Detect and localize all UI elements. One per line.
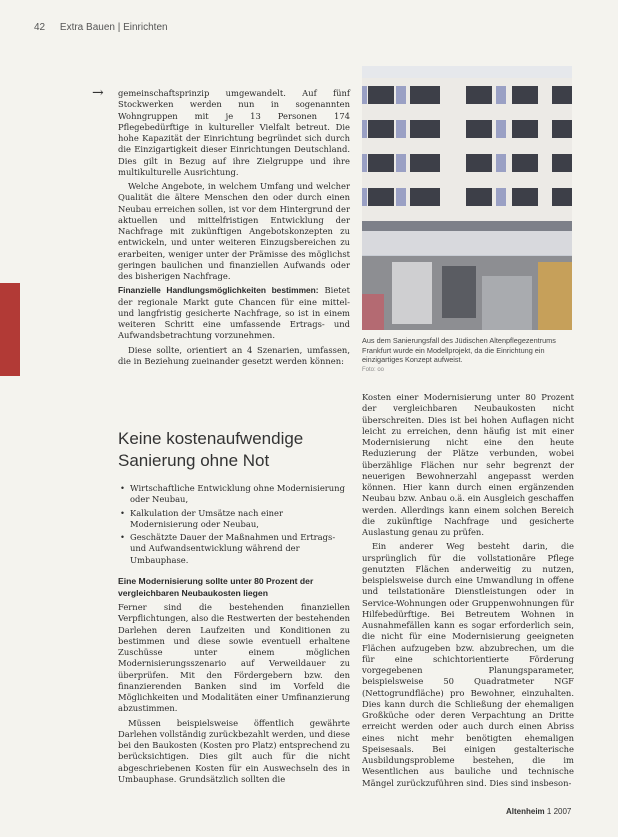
bold-lead-paragraph — [118, 285, 350, 341]
body-paragraph: Ferner sind die bestehenden finanziellen Verpflichtungen, also die Restwerten der bestehenden Darlehen deren Laufzeiten und Konditionen zu bestimmen und diese sowie eventuell erhaltene Zuschüsse unter einem möglichen Modernisierungsszenario auf Verweildauer zu überprüfen. Mit den Fördergebern bzw. den finanzierenden Banken sind im Vorfeld die Möglichkeiten und Modalitäten einer Umfinanzierung abzustimmen. — [118, 602, 350, 714]
left-column-lower — [118, 576, 350, 788]
bullet-item: • Wirtschaftliche Entwicklung ohne Modernisierung oder Neubau, — [118, 483, 350, 506]
building-photo — [362, 66, 572, 330]
body-paragraph: Ein anderer Weg besteht darin, die ursprünglich für die vollstationäre Pflege genutzten Flächen anderweitig zu nutzen, beispielsweise durch eine Umwandlung in offene und teilstationäre Dienstleistungen oder in Service-Wohnungen oder Gruppenwohnungen für Hilfebedürftige. Bei Betreutem Wohnen in Ausnahmefällen kann es sogar erforderlich sein, die nicht für eine Modernisierung geeigneten Flächen aufzugeben bzw. abzubrechen, um die für eine schichtorientierte Förderung vorgegebenen Planungsparameter, beispielsweise 50 Quadratmeter NGF (Nettogrundfläche) pro Bewohner, einzuhalten. Dies kann durch die Schließung der ehemaligen Großküche oder deren Verpachtung an Dritte erreicht werden oder auch durch einen Abriss eines nicht mehr benötigten ehemaligen Speisesaals. Bei einigen gestalterische Ausbildungsprobleme bestehen, die im Wesentlichen aus bauliche und technische Mängel zurückzuführen sind. Dies sind insbeson- — [362, 541, 574, 788]
bold-lead-text: Bietet der regionale Markt gute Chancen für eine mittel- und langfristig gesicherte Nachfrage, so ist in einem weiteren Schritt eine umfassende Ertrags- und Aufwandsbetrachtung vorzunehmen. — [118, 285, 350, 341]
section-color-tab — [0, 283, 20, 376]
headline-line: Sanierung ohne Not — [118, 451, 270, 470]
right-column — [362, 392, 574, 792]
body-paragraph: Müssen beispielsweise öffentlich gewährte Darlehen vollständig zurückbezahlt werden, und diese bei den Baukosten (Kosten pro Platz) entsprechend zu berücksichtigen. Dies gilt auch für die nicht abgeschriebenen Kosten für ein Auswechseln des in Umbauphase. Grundsätzlich sollten die — [118, 717, 351, 784]
photo-credit: Foto: oo — [362, 366, 385, 373]
body-paragraph: Welche Angebote, in welchem Umfang und welcher Qualität die ältere Menschen den oder durch einen Neubau erreichen sollen, ist vor dem Hintergrund der aktuellen und mittelfristigen Entwicklung der Nachfrage mit zukünftigen Angebotskonzepten zu entwickeln, und unter weiteren Einzugsbereichen zu erarbeiten, weniger unter der Prämisse des möglichst geringen baulichen und finanziellen Aufwands oder des bisherigen Nachfrage. — [118, 181, 350, 281]
page-footer — [506, 807, 571, 816]
arrow-right-icon: → — [92, 85, 104, 101]
bold-lead: Finanzielle Handlungsmöglichkeiten bestimmen: — [118, 285, 319, 296]
body-paragraph: gemeinschaftsprinzip umgewandelt. Auf fünf Stockwerken werden nun in sogenannten Wohngruppen mit je 13 Personen 174 Pflegebedürftige in kultureller Vielfalt betreut. Die hohe Kapazität der Einrichtung begründet sich durch die Einzigartigkeit dieser Einrichtungen Deutschland. Dies gilt in Bezug auf ihre Zielgruppe und ihre multikulturelle Ausrichtung. — [118, 88, 350, 177]
section-heading: Eine Modernisierung sollte unter 80 Prozent der vergleichbaren Neubaukosten liegen — [118, 576, 314, 598]
article-headline — [118, 428, 358, 472]
body-paragraph: Kosten einer Modernisierung unter 80 Prozent der vergleichbaren Neubaukosten nicht überschreiten. Dies ist bei hohen Auflagen nicht leicht zu erreichen, denn häufig ist mit einer Modernisierung nicht eine den heute Reduzierung der Plätze verbunden, wobei überzählige Flächen nur sehr begrenzt der neuerigen Bewohnerzahl angepasst werden können. Hier kann durch einen ergänzenden Neubau bzw. Anbau o.ä. ein Ausgleich geschaffen werden. Allerdings kann einem solchen Bereich die zukünftige Nachfrage und gesicherte Auslastung genau zu prüfen. — [362, 392, 574, 537]
bullet-item: • Geschätzte Dauer der Maßnahmen und Ertrags- und Aufwandsentwicklung während der Umbauphase. — [118, 532, 350, 566]
issue-number: 1 2007 — [546, 807, 572, 816]
magazine-name: Altenheim — [506, 807, 545, 816]
left-column — [118, 88, 350, 370]
headline-line: Keine kostenaufwendige — [118, 429, 304, 448]
section-label: Extra Bauen | Einrichten — [59, 22, 168, 33]
photo-caption — [362, 336, 574, 375]
page-number: 42 — [34, 22, 46, 33]
body-paragraph: Diese sollte, orientiert an 4 Szenarien, umfassen, die in Beziehung zueinander gesetzt werden können: — [118, 344, 350, 366]
bullet-list — [118, 483, 350, 568]
running-header — [34, 22, 168, 33]
bullet-item: • Kalkulation der Umsätze nach einer Modernisierung oder Neubau, — [118, 508, 350, 531]
caption-text: Aus dem Sanierungsfall des Jüdischen Altenpflegezentrums Frankfurt wurde ein Modellprojekt, da die Einrichtung ein einzigartiges Konzept aufweist. — [362, 336, 556, 365]
